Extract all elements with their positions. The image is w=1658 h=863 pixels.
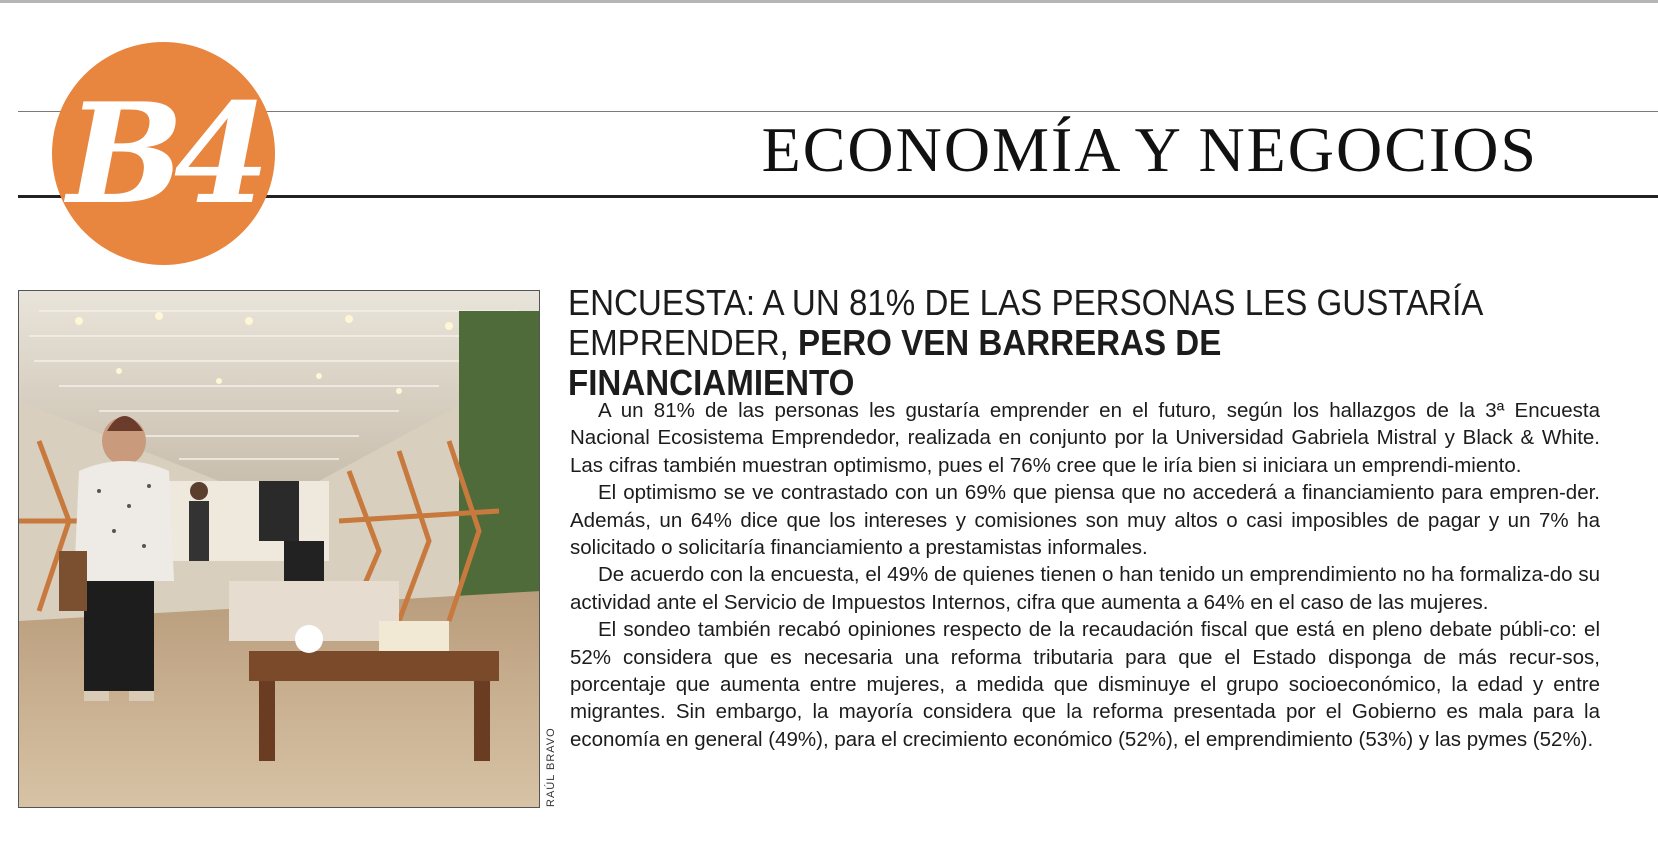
photo-credit: RAÚL BRAVO xyxy=(545,727,557,807)
page-number: B4 xyxy=(67,71,260,235)
article-headline xyxy=(568,283,1497,403)
top-border xyxy=(0,0,1658,3)
article-paragraph: El sondeo también recabó opiniones respecto de la recaudación fiscal que está en pleno debate públi-co: el 52% considera que es necesaria una reforma tributaria para que el Estado disponga de más recur-sos, porcentaje que aumenta entre mujeres, a medida que disminuye el grupo socioeconómico, la edad y entre migrantes. Sin embargo, la mayoría considera que la reforma presentada por el Gobierno es mala para la economía en general (49%), para el crecimiento económico (52%), el emprendimiento (53%) y las pymes (52%). xyxy=(570,618,1600,751)
section-title: ECONOMÍA Y NEGOCIOS xyxy=(761,114,1538,185)
article-paragraph: A un 81% de las personas les gustaría emprender en el futuro, según los hallazgos de la 3ª Encuesta Nacional Ecosistema Emprendedor, realizada en conjunto por la Universidad Gabriela Mistral y Black & White. Las cifras también muestran optimismo, pues el 76% cree que le iría bien si iniciara un emprendi-miento. xyxy=(570,399,1600,477)
article-paragraph: De acuerdo con la encuesta, el 49% de quienes tienen o han tenido un emprendimiento no ha formaliza-do su actividad ante el Servicio de Impuestos Internos, cifra que aumenta a 64% en el caso de las mujeres. xyxy=(570,563,1600,614)
article-photo xyxy=(18,290,540,808)
headline-regular: ENCUESTA: A UN 81% DE LAS PERSONAS LES GUSTARÍA EMPRENDER, xyxy=(568,282,1482,363)
article-paragraph: El optimismo se ve contrastado con un 69% que piensa que no accederá a financiamiento para empren-der. Además, un 64% dice que los intereses y comisiones son muy altos o casi imposibles de pagar y un 7% ha solicitado o solicitaría financiamiento a prestamistas informales. xyxy=(570,481,1600,560)
headline-bold: PERO VEN BARRERAS DE FINANCIAMIENTO xyxy=(568,322,1222,403)
article-body xyxy=(570,397,1600,753)
store-interior-image xyxy=(19,291,540,808)
